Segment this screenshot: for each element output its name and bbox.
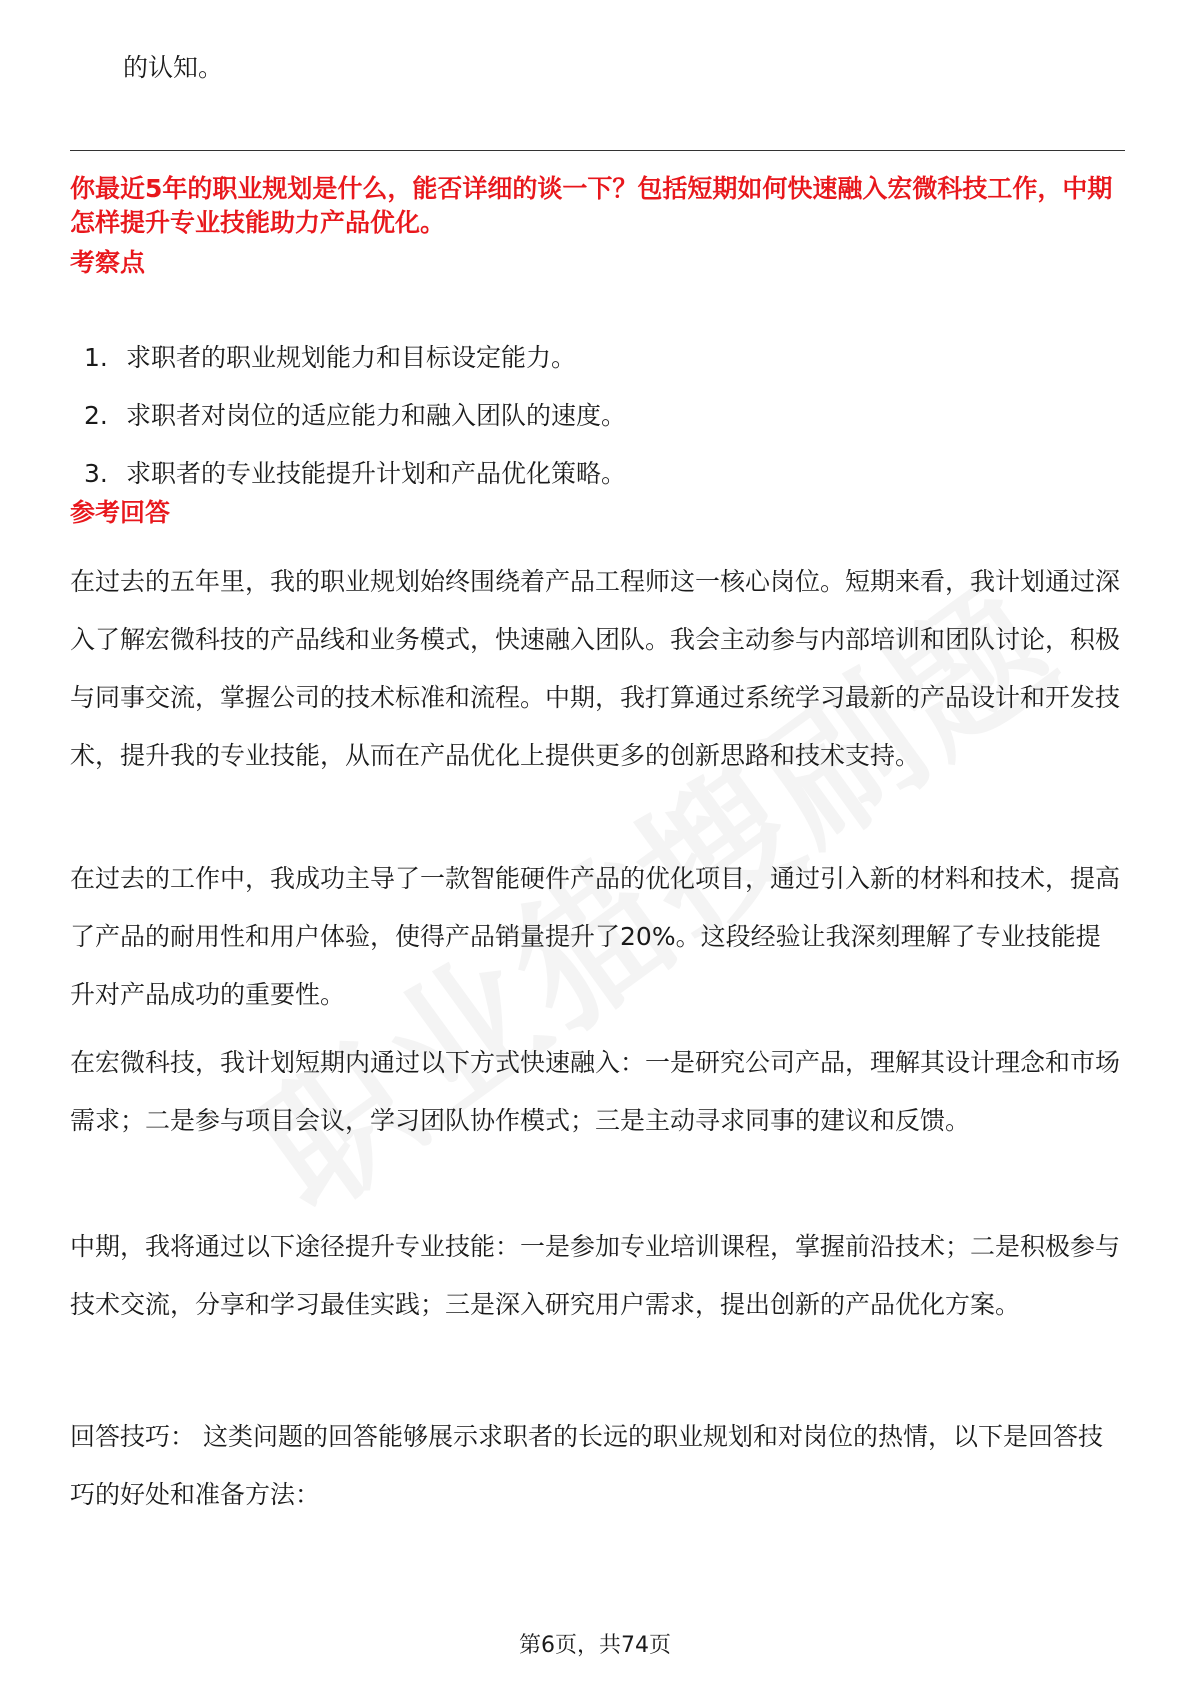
- answer-title: 参考回答: [70, 498, 171, 527]
- section-divider: [70, 150, 1125, 151]
- list-text: 求职者的职业规划能力和目标设定能力。: [126, 343, 577, 372]
- assessment-list: [84, 340, 1124, 514]
- answer-paragraph: 在过去的五年里，我的职业规划始终围绕着产品工程师这一核心岗位。短期来看，我计划通过深入了解宏微科技的产品线和业务模式，快速融入团队。我会主动参与内部培训和团队讨论，积极与同事交流，掌握公司的技术标准和流程。中期，我打算通过系统学习最新的产品设计和开发技术，提升我的专业技能，从而在产品优化上提供更多的创新思路和技术支持。: [70, 567, 1121, 770]
- assessment-title: 考察点: [70, 248, 146, 277]
- answer-paragraph: 在宏微科技，我计划短期内通过以下方式快速融入：一是研究公司产品，理解其设计理念和市场需求；二是参与项目会议，学习团队协作模式；三是主动寻求同事的建议和反馈。: [70, 1048, 1121, 1135]
- answer-paragraph: 在过去的工作中，我成功主导了一款智能硬件产品的优化项目，通过引入新的材料和技术，提高了产品的耐用性和用户体验，使得产品销量提升了20%。这段经验让我深刻理解了专业技能提升对产品成功的重要性。: [70, 864, 1121, 1009]
- previous-text-tail: 的认知。: [123, 53, 224, 82]
- list-item: [84, 456, 1124, 514]
- list-item: [84, 398, 1124, 456]
- list-text: 求职者的专业技能提升计划和产品优化策略。: [126, 459, 627, 488]
- question-heading: 你最近5年的职业规划是什么，能否详细的谈一下？包括短期如何快速融入宏微科技工作，中期怎样提升专业技能助力产品优化。: [70, 174, 1113, 237]
- list-number: 1.: [84, 343, 108, 372]
- list-number: 2.: [84, 401, 108, 430]
- list-item: [84, 340, 1124, 398]
- list-text: 求职者对岗位的适应能力和融入团队的速度。: [126, 401, 627, 430]
- list-number: 3.: [84, 459, 108, 488]
- page-number: 第6页，共74页: [519, 1633, 671, 1658]
- answer-paragraph: 中期，我将通过以下途径提升专业技能：一是参加专业培训课程，掌握前沿技术；二是积极参与技术交流，分享和学习最佳实践；三是深入研究用户需求，提出创新的产品优化方案。: [70, 1232, 1121, 1319]
- answer-tips: 回答技巧： 这类问题的回答能够展示求职者的长远的职业规划和对岗位的热情，以下是回答技巧的好处和准备方法：: [70, 1422, 1103, 1509]
